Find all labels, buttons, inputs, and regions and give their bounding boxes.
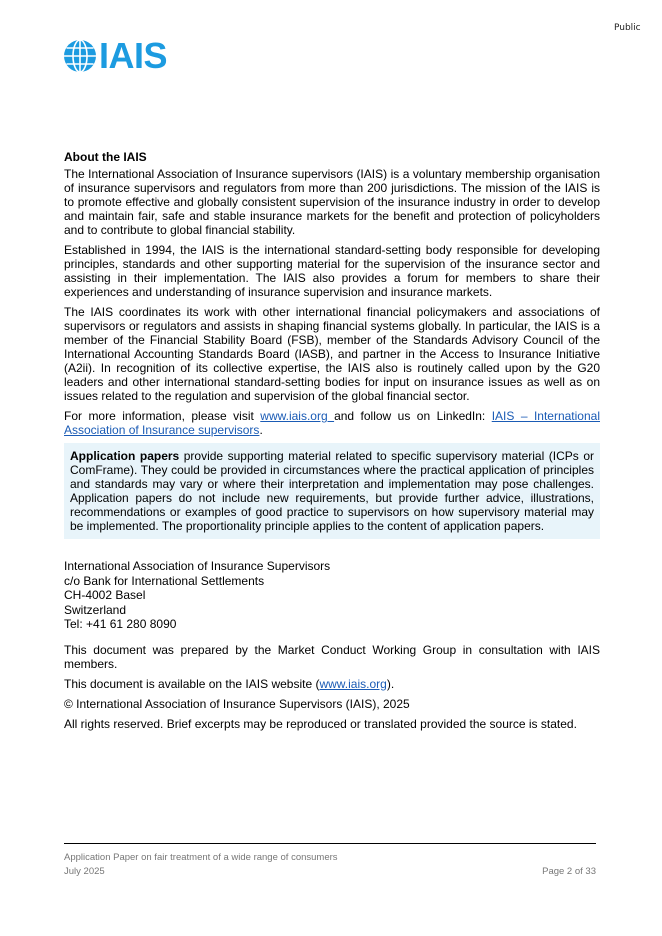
more-info-paragraph (64, 409, 600, 437)
about-paragraph-3: The IAIS coordinates its work with other international financial policymakers and associations of supervisors or regulators and assists in shaping financial systems globally. In particular, the IAIS is a member of the Financial Stability Board (FSB), member of the Standards Advisory Council of the International Accounting Standards Board (IASB), and partner in the Access to Insurance Initiative (A2ii). In recognition of its collective expertise, the IAIS also is routinely called upon by the G20 leaders and other international standard-setting bodies for input on insurance issues as well as on issues related to the regulation and supervision of the global financial sector. (64, 305, 600, 403)
footer-page-number: Page 2 of 33 (542, 866, 596, 877)
availability-prefix: This document is available on the IAIS website ( (64, 676, 320, 691)
rights-note: All rights reserved. Brief excerpts may be reproduced or translated provided the source is stated. (64, 716, 577, 731)
linkedin-link[interactable]: IAIS – International Association of Insurance supervisors (64, 409, 600, 437)
prepared-by-note: This document was prepared by the Market Conduct Working Group in consultation with IAIS members. (64, 642, 600, 671)
address-line: c/o Bank for International Settlements (64, 573, 265, 588)
phone-line: Tel: +41 61 280 8090 (64, 617, 177, 631)
about-section (64, 150, 600, 737)
logo-text: IAIS (99, 35, 168, 76)
copyright-note: © International Association of Insurance Supervisors (IAIS), 2025 (64, 696, 410, 711)
iais-logo (63, 35, 168, 76)
footer-divider (64, 843, 596, 844)
application-papers-text: provide supporting material related to specific supervisory material (ICPs or ComFrame). They could be provided in circumstances where the practical application of principles and standards may vary or where their interpretation and implementation may pose challenges. Application papers do not include new requirements, but provide further advice, illustrations, recommendations or examples of good practice to supervisors on how supervisory material may be implemented. The proportionality principle applies to the content of application papers. (70, 449, 594, 533)
about-heading: About the IAIS (64, 150, 147, 164)
globe-icon (63, 39, 97, 73)
footer-date: July 2025 (64, 866, 105, 877)
more-info-suffix: . (259, 423, 263, 437)
availability-suffix: ). (386, 676, 395, 691)
iais-website-link[interactable]: www.iais.org (319, 676, 387, 691)
more-info-prefix: For more information, please visit (64, 409, 261, 423)
about-paragraph-2: Established in 1994, the IAIS is the international standard-setting body responsible for developing principles, standards and other supporting material for the supervision of the insurance sector and assisting in their implementation. The IAIS also provides a forum for members to share their experiences and understanding of insurance supervision and insurance markets. (64, 243, 600, 299)
address-line: International Association of Insurance Supervisors (64, 559, 331, 573)
availability-note (64, 677, 600, 691)
footer-document-title: Application Paper on fair treatment of a wide range of consumers (64, 852, 338, 863)
address-block (64, 559, 600, 632)
classification-label: Public (614, 23, 641, 33)
address-line: CH-4002 Basel (64, 588, 146, 602)
more-info-middle: and follow us on LinkedIn: (334, 409, 492, 423)
about-paragraph-1: The International Association of Insurance supervisors (IAIS) is a voluntary membership organisation of insurance supervisors and regulators from more than 200 jurisdictions. The mission of the IAIS is to promote effective and globally consistent supervision of the insurance industry in order to develop and maintain fair, safe and stable insurance markets for the benefit and protection of policyholders and to contribute to global financial stability. (64, 167, 600, 237)
application-papers-lead: Application papers (70, 449, 180, 463)
website-link[interactable]: www.iais.org (260, 409, 335, 423)
address-line: Switzerland (64, 602, 127, 617)
application-papers-box (64, 443, 600, 539)
